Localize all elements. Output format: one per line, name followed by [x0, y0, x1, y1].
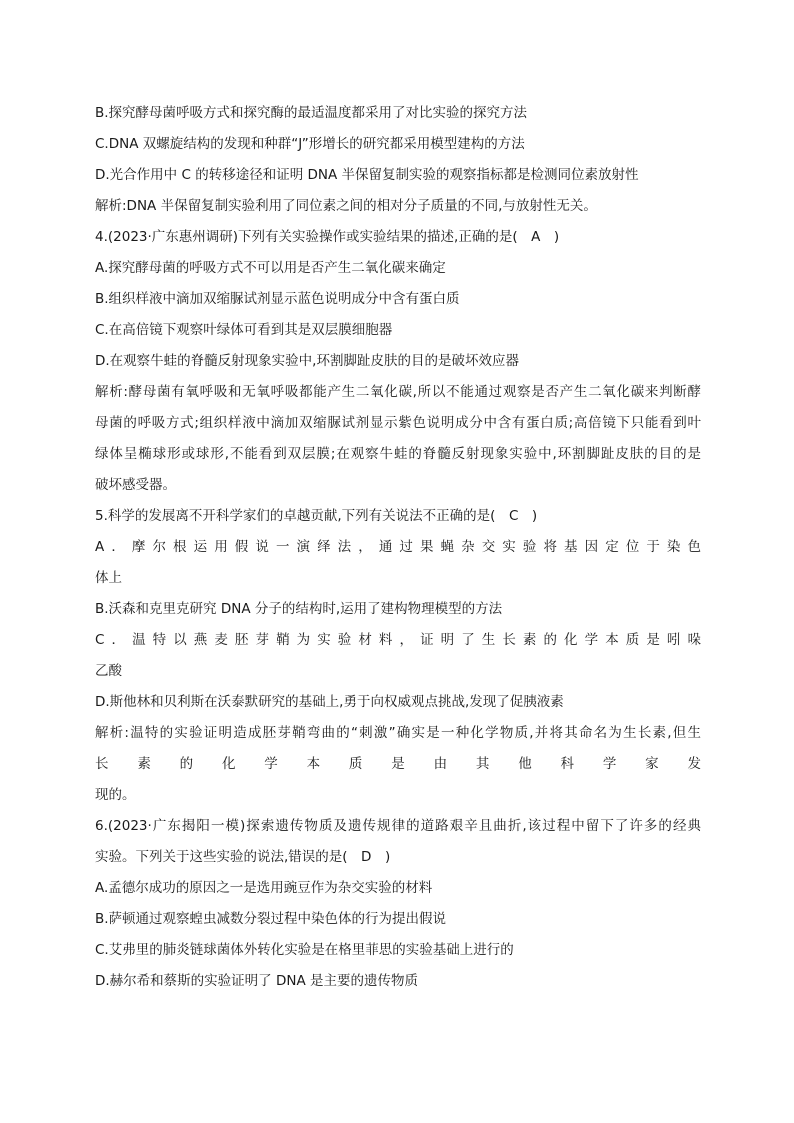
- question-5: 5.科学的发展离不开科学家们的卓越贡献,下列有关说法不正确的是( C ): [95, 508, 538, 524]
- option-3c: C.DNA 双螺旋结构的发现和种群“J”形增长的研究都采用模型建构的方法: [95, 136, 525, 152]
- question-6-line-2: 实验。下列关于这些实验的说法,错误的是( D ): [95, 849, 391, 865]
- option-3d: D.光合作用中 C 的转移途径和证明 DNA 半保留复制实验的观察指标都是检测同位素放射性: [95, 167, 639, 183]
- option-6b: B.萨顿通过观察蝗虫减数分裂过程中染色体的行为提出假说: [95, 911, 447, 927]
- option-5a: A．摩尔根运用假说一演绎法，通过果蝇杂交实验将基因定位于染色: [95, 539, 701, 555]
- option-4a: A.探究酵母菌的呼吸方式不可以用是否产生二氧化碳来确定: [95, 260, 446, 276]
- analysis-4-line-3: 绿体呈椭球形或球形,不能看到双层膜;在观察牛蛙的脊髓反射现象实验中,环割脚趾皮肤的目的是: [95, 446, 701, 462]
- analysis-5-line-2: 长素的化学本质是由其他科学家发: [95, 756, 701, 772]
- analysis-5-line-3: 现的。: [95, 787, 136, 803]
- option-5d: D.斯他林和贝利斯在沃泰默研究的基础上,勇于向权威观点挑战,发现了促胰液素: [95, 694, 564, 710]
- option-6c: C.艾弗里的肺炎链球菌体外转化实验是在格里菲思的实验基础上进行的: [95, 942, 514, 958]
- analysis-4-line-2: 母菌的呼吸方式;组织样液中滴加双缩脲试剂显示紫色说明成分中含有蛋白质;高倍镜下只能看到叶: [95, 415, 701, 431]
- question-4: 4.(2023·广东惠州调研)下列有关实验操作或实验结果的描述,正确的是( A ): [95, 229, 560, 245]
- option-3b: B.探究酵母菌呼吸方式和探究酶的最适温度都采用了对比实验的探究方法: [95, 105, 528, 121]
- option-5b: B.沃森和克里克研究 DNA 分子的结构时,运用了建构物理模型的方法: [95, 601, 503, 617]
- analysis-4-line-1: 解析:酵母菌有氧呼吸和无氧呼吸都能产生二氧化碳,所以不能通过观察是否产生二氧化碳来判断酵: [95, 384, 701, 400]
- option-4d: D.在观察牛蛙的脊髓反射现象实验中,环割脚趾皮肤的目的是破坏效应器: [95, 353, 519, 369]
- option-5c: C．温特以燕麦胚芽鞘为实验材料，证明了生长素的化学本质是吲哚: [95, 632, 701, 648]
- option-5a-cont: 体上: [95, 570, 122, 586]
- option-6d: D.赫尔希和蔡斯的实验证明了 DNA 是主要的遗传物质: [95, 973, 418, 989]
- analysis-5-line-1: 解析:温特的实验证明造成胚芽鞘弯曲的“刺激”确实是一种化学物质,并将其命名为生长素,但生: [95, 725, 701, 741]
- option-4b: B.组织样液中滴加双缩脲试剂显示蓝色说明成分中含有蛋白质: [95, 291, 460, 307]
- option-6a: A.孟德尔成功的原因之一是选用豌豆作为杂交实验的材料: [95, 880, 433, 896]
- analysis-4-line-4: 破坏感受器。: [95, 477, 176, 493]
- option-4c: C.在高倍镜下观察叶绿体可看到其是双层膜细胞器: [95, 322, 393, 338]
- option-5c-cont: 乙酸: [95, 663, 122, 679]
- analysis-3: 解析:DNA 半保留复制实验利用了同位素之间的相对分子质量的不同,与放射性无关。: [95, 198, 597, 214]
- question-6-line-1: 6.(2023·广东揭阳一模)探索遗传物质及遗传规律的道路艰辛且曲折,该过程中留下了许多的经典: [95, 818, 701, 834]
